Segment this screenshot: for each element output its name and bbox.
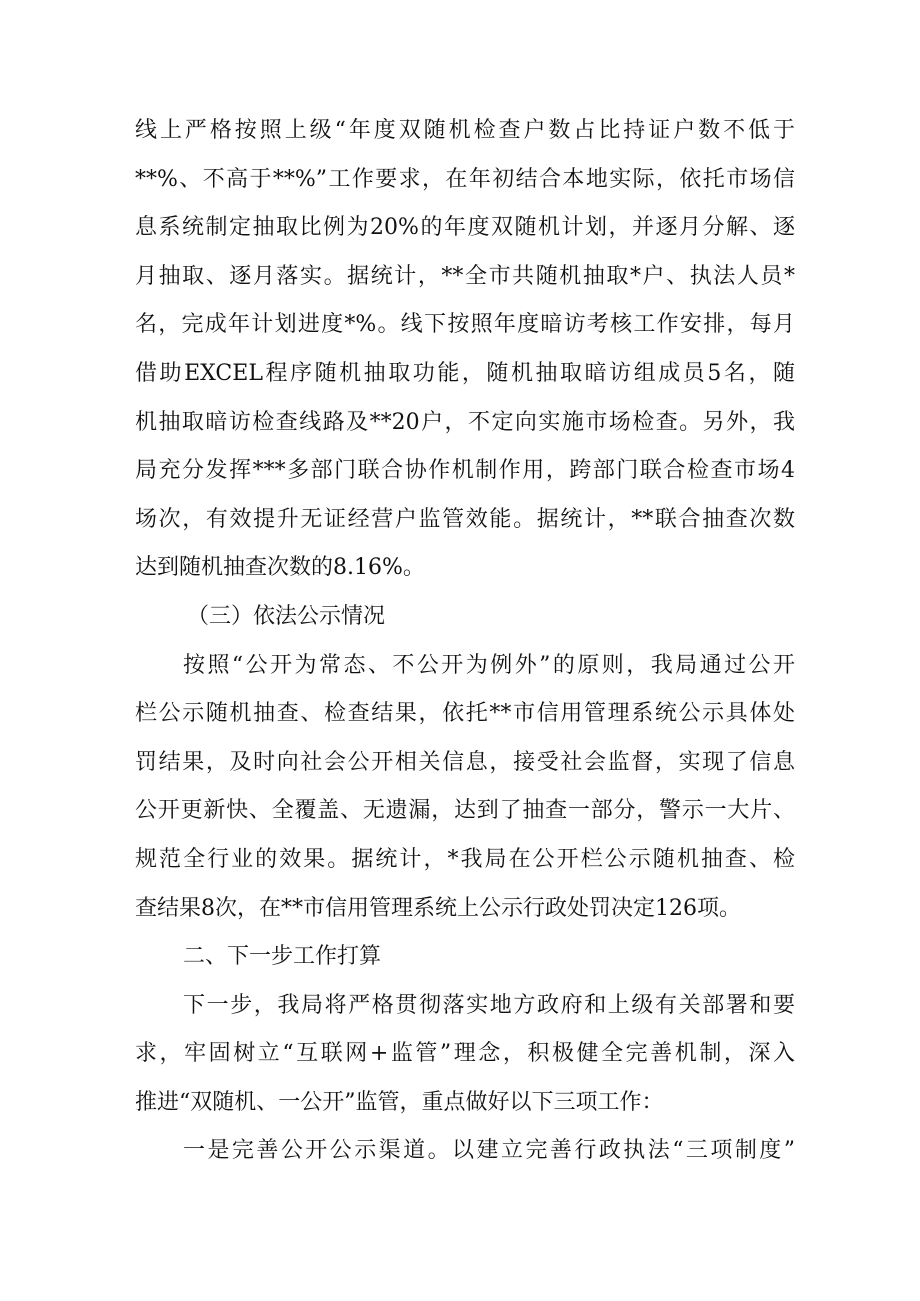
body-text-line: 场次，有效提升无证经营户监管效能。据统计，**联合抽查次数 (135, 506, 795, 532)
body-text-line: 达到随机抽查次数的8.16%。 (135, 555, 425, 581)
body-text-line: 月抽取、逐月落实。据统计，**全市共随机抽取*户、执法人员* (135, 263, 795, 289)
section-heading: 二、下一步工作打算 (183, 944, 382, 970)
document-body (135, 107, 795, 1176)
body-text-line: **%、不高于**%”工作要求，在年初结合本地实际，依托市场信 (135, 166, 795, 192)
body-text-line: 机抽取暗访检查线路及**20户，不定向实施市场检查。另外，我 (135, 409, 795, 435)
body-text-line: 推进“双随机、一公开”监管，重点做好以下三项工作： (135, 1089, 664, 1115)
body-text-line: 求，牢固树立“互联网+监管”理念，积极健全完善机制，深入 (135, 1041, 795, 1067)
section-heading: （三）依法公示情况 (187, 603, 386, 629)
body-text-line: 借助EXCEL程序随机抽取功能，随机抽取暗访组成员5名，随 (135, 360, 795, 386)
body-text-line: 罚结果，及时向社会公开相关信息，接受社会监督，实现了信息 (135, 749, 795, 775)
body-text-line: 名，完成年计划进度*%。线下按照年度暗访考核工作安排，每月 (135, 312, 795, 338)
body-text-line: 一是完善公开公示渠道。以建立完善行政执法“三项制度” (183, 1138, 795, 1164)
body-text-line: 息系统制定抽取比例为20%的年度双随机计划，并逐月分解、逐 (135, 215, 795, 241)
body-text-line: 线上严格按照上级“年度双随机检查户数占比持证户数不低于 (135, 118, 795, 143)
body-text-line: 按照“公开为常态、不公开为例外”的原则，我局通过公开 (183, 652, 795, 678)
body-text-line: 局充分发挥***多部门联合协作机制作用，跨部门联合检查市场4 (135, 458, 795, 484)
body-text-line: 规范全行业的效果。据统计，*我局在公开栏公示随机抽查、检 (135, 846, 795, 872)
body-text-line: 栏公示随机抽查、检查结果，依托**市信用管理系统公示具体处 (135, 701, 795, 727)
body-text-line: 公开更新快、全覆盖、无遗漏，达到了抽查一部分，警示一大片、 (135, 798, 795, 824)
body-text-line: 下一步，我局将严格贯彻落实地方政府和上级有关部署和要 (183, 992, 795, 1018)
body-text-line: 查结果8次，在**市信用管理系统上公示行政处罚决定126项。 (135, 895, 741, 921)
